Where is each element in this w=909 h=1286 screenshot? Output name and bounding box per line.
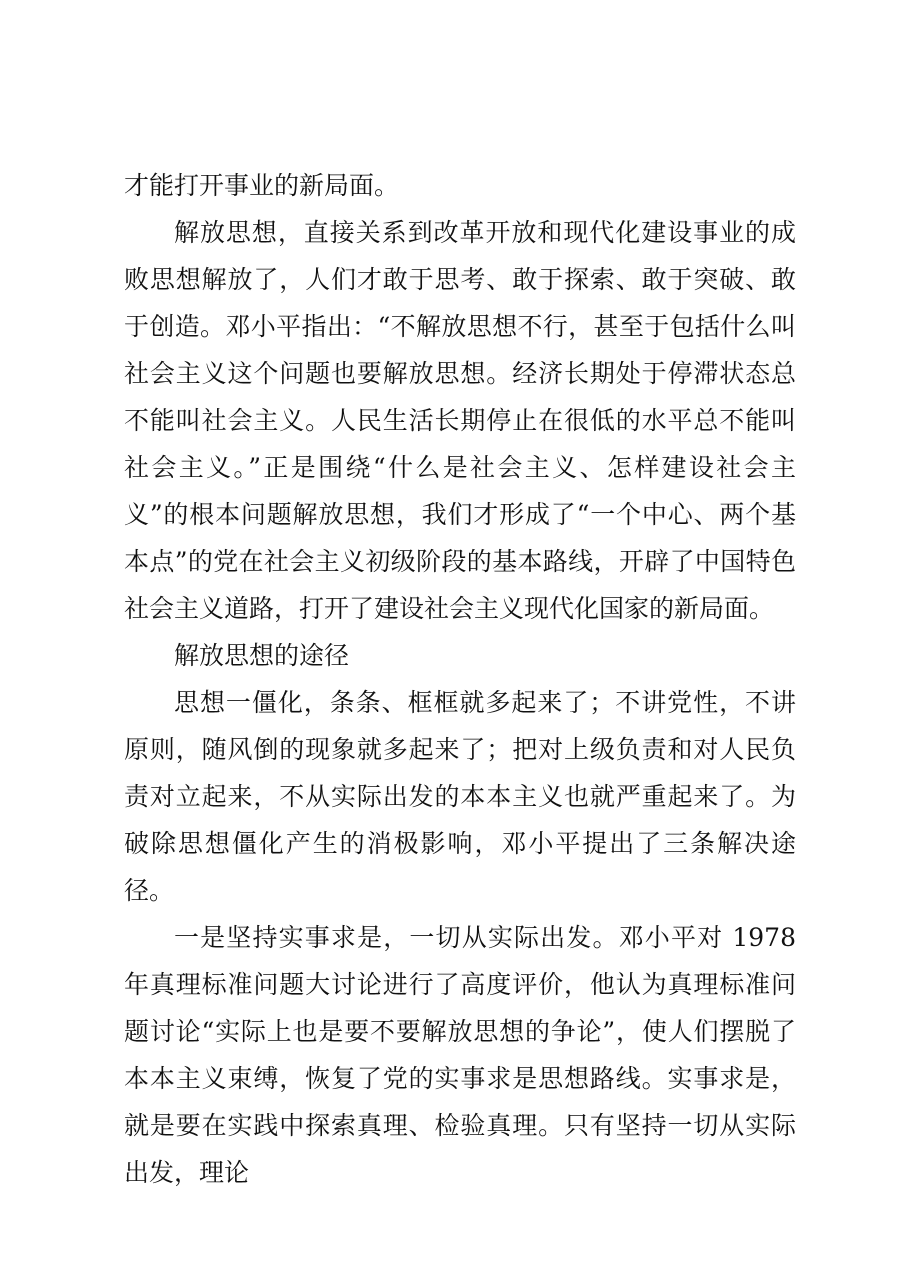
paragraph-continuation: 才能打开事业的新局面。 <box>124 171 400 200</box>
paragraph-emancipation-importance: 解放思想，直接关系到改革开放和现代化建设事业的成败思想解放了，人们才敢于思考、敢于探索、敢于突破、敢于创造。邓小平指出：“不解放思想不行，甚至于包括什么叫社会主义这个问题也要解放思想。经济长期处于停滞状态总不能叫社会主义。人民生活长期停止在很低的水平总不能叫社会主义。”正是围绕“什么是社会主义、怎样建设社会主义”的根本问题解放思想，我们才形成了“一个中心、两个基本点”的党在社会主义初级阶段的基本路线，开辟了中国特色社会主义道路，打开了建设社会主义现代化国家的新局面。 <box>124 218 796 623</box>
paragraph-rigid-thinking: 思想一僵化，条条、框框就多起来了；不讲党性，不讲原则，随风倒的现象就多起来了；把对上级负责和对人民负责对立起来，不从实际出发的本本主义也就严重起来了。为破除思想僵化产生的消极影响，邓小平提出了三条解决途径。 <box>124 688 796 905</box>
paragraph-seek-truth: 一是坚持实事求是，一切从实际出发。邓小平对 1978 年真理标准问题大讨论进行了高度评价，他认为真理标准问题讨论“实际上也是要不要解放思想的争论”，使人们摆脱了本本主义束缚，恢复了党的实事求是思想路线。实事求是，就是要在实践中探索真理、检验真理。只有坚持一切从实际出发，理论 <box>124 923 796 1187</box>
document-body <box>124 162 796 1196</box>
section-heading: 解放思想的途径 <box>174 641 350 670</box>
